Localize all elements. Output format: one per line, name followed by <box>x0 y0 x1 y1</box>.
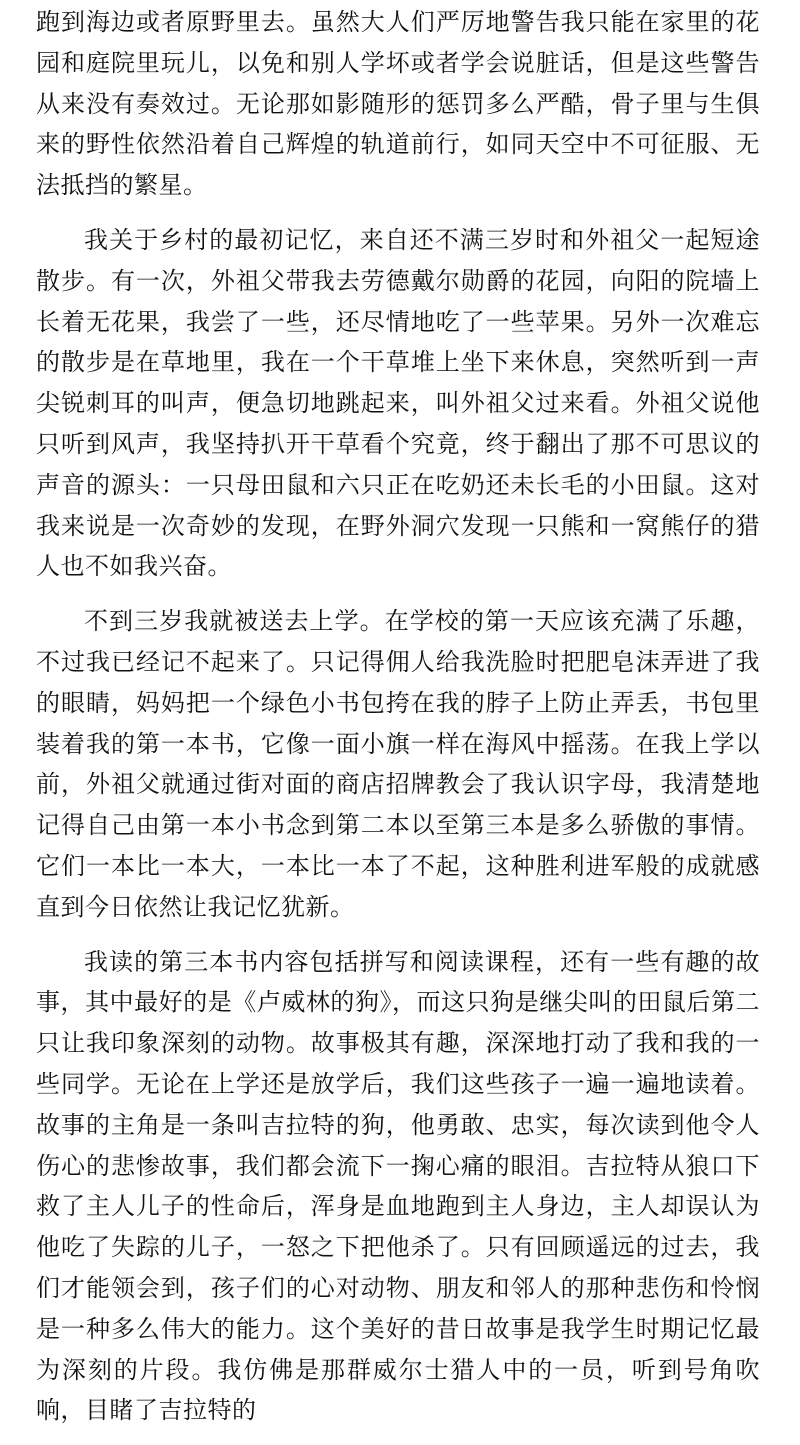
paragraph-3: 不到三岁我就被送去上学。在学校的第一天应该充满了乐趣，不过我已经记不起来了。只记得佣人给我洗脸时把肥皂沫弄进了我的眼睛，妈妈把一个绿色小书包挎在我的脖子上防止弄丢，书包里装着我的第一本书，它像一面小旗一样在海风中摇荡。在我上学以前，外祖父就通过街对面的商店招牌教会了我认识字母，我清楚地记得自己由第一本小书念到第二本以至第三本是多么骄傲的事情。它们一本比一本大，一本比一本了不起，这种胜利进军般的成就感直到今日依然让我记忆犹新。 <box>36 607 760 921</box>
paragraph-4: 我读的第三本书内容包括拼写和阅读课程，还有一些有趣的故事，其中最好的是《卢威林的狗》，而这只狗是继尖叫的田鼠后第二只让我印象深刻的动物。故事极其有趣，深深地打动了我和我的一些同学。无论在上学还是放学后，我们这些孩子一遍一遍地读着。故事的主角是一条叫吉拉特的狗，他勇敢、忠实，每次读到他令人伤心的悲惨故事，我们都会流下一掬心痛的眼泪。吉拉特从狼口下救了主人儿子的性命后，浑身是血地跑到主人身边，主人却误认为他吃了失踪的儿子，一怒之下把他杀了。只有回顾遥远的过去，我们才能领会到，孩子们的心对动物、朋友和邻人的那种悲伤和怜悯是一种多么伟大的能力。这个美好的昔日故事是我学生时期记忆最为深刻的片段。我仿佛是那群威尔士猎人中的一员，听到号角吹响，目睹了吉拉特的 <box>36 947 760 1425</box>
article-body <box>36 8 760 1445</box>
paragraph-2: 我关于乡村的最初记忆，来自还不满三岁时和外祖父一起短途散步。有一次，外祖父带我去劳德戴尔勋爵的花园，向阳的院墙上长着无花果，我尝了一些，还尽情地吃了一些苹果。另外一次难忘的散步是在草地里，我在一个干草堆上坐下来休息，突然听到一声尖锐刺耳的叫声，便急切地跳起来，叫外祖父过来看。外祖父说他只听到风声，我坚持扒开干草看个究竟，终于翻出了那不可思议的声音的源头：一只母田鼠和六只正在吃奶还未长毛的小田鼠。这对我来说是一次奇妙的发现，在野外洞穴发现一只熊和一窝熊仔的猎人也不如我兴奋。 <box>36 225 760 581</box>
paragraph-1: 跑到海边或者原野里去。虽然大人们严厉地警告我只能在家里的花园和庭院里玩儿，以免和别人学坏或者学会说脏话，但是这些警告从来没有奏效过。无论那如影随形的惩罚多么严酷，骨子里与生俱来的野性依然沿着自己辉煌的轨道前行，如同天空中不可征服、无法抵挡的繁星。 <box>36 8 760 200</box>
